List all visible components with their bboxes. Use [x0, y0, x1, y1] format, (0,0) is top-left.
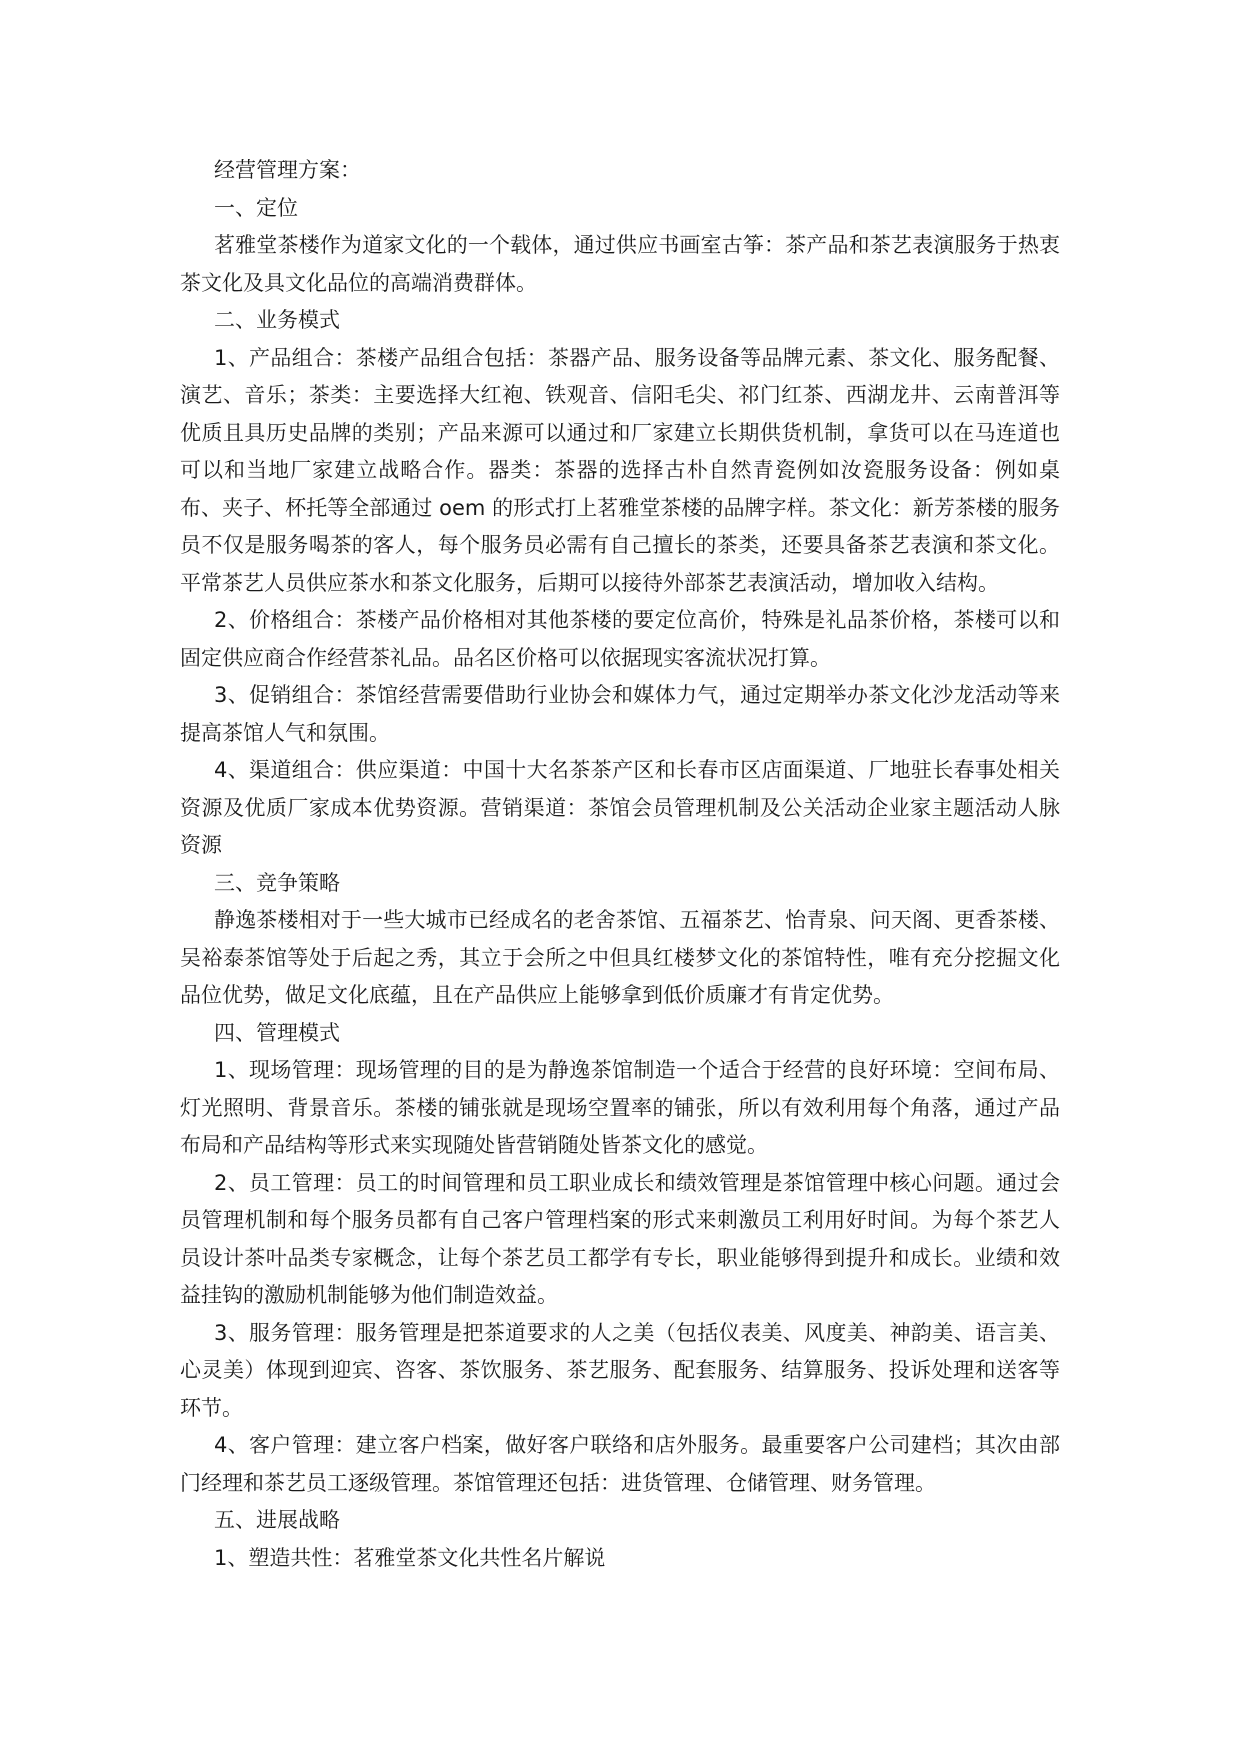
paragraph-staff-management: 2、员工管理：员工的时间管理和员工职业成长和绩效管理是茶馆管理中核心问题。通过会员管理机制和每个服务员都有自己客户管理档案的形式来刺激员工利用好时间。为每个茶艺人员设计茶叶品类专家概念，让每个茶艺员工都学有专长，职业能够得到提升和成长。业绩和效益挂钩的激励机制能够为他们制造效益。 — [180, 1170, 1060, 1307]
paragraph-shape-identity: 1、塑造共性：茗雅堂茶文化共性名片解说 — [214, 1545, 606, 1570]
doc-title: 经营管理方案： — [214, 158, 361, 182]
paragraph-site-management: 1、现场管理：现场管理的目的是为静逸茶馆制造一个适合于经营的良好环境：空间布局、灯光照明、背景音乐。茶楼的铺张就是现场空置率的铺张，所以有效利用每个角落，通过产品布局和产品结构等形式来实现随处皆营销随处皆茶文化的感觉。 — [180, 1058, 1060, 1157]
section-heading-positioning: 一、定位 — [214, 195, 298, 220]
paragraph-competition: 静逸茶楼相对于一些大城市已经成名的老舍茶馆、五福茶艺、怡青泉、问天阁、更香茶楼、吴裕泰茶馆等处于后起之秀，其立于会所之中但具红楼梦文化的茶馆特性，唯有充分挖掘文化品位优势，做足文化底蕴，且在产品供应上能够拿到低价质廉才有肯定优势。 — [180, 908, 1060, 1007]
paragraph-product-mix: 1、产品组合：茶楼产品组合包括：茶器产品、服务设备等品牌元素、茶文化、服务配餐、演艺、音乐；茶类：主要选择大红袍、铁观音、信阳毛尖、祁门红茶、西湖龙井、云南普洱等优质且具历史品牌的类别；产品来源可以通过和厂家建立长期供货机制，拿货可以在马连道也可以和当地厂家建立战略合作。器类：茶器的选择古朴自然青瓷例如汝瓷服务设备：例如桌布、夹子、杯托等全部通过 oem 的形式打上茗雅堂茶楼的品牌字样。茶文化：新芳茶楼的服务员不仅是服务喝茶的客人，每个服务员必需有自己擅长的茶类，还要具备茶艺表演和茶文化。平常茶艺人员供应茶水和茶文化服务，后期可以接待外部茶艺表演活动，增加收入结构。 — [180, 345, 1060, 595]
section-heading-business-model: 二、业务模式 — [214, 308, 340, 332]
paragraph-channel-mix: 4、渠道组合：供应渠道：中国十大名茶茶产区和长春市区店面渠道、厂地驻长春事处相关资源及优质厂家成本优势资源。营销渠道：茶馆会员管理机制及公关活动企业家主题活动人脉资源 — [180, 758, 1060, 857]
paragraph-customer-management: 4、客户管理：建立客户档案，做好客户联络和店外服务。最重要客户公司建档；其次由部门经理和茶艺员工逐级管理。茶馆管理还包括：进货管理、仓储管理、财务管理。 — [180, 1433, 1060, 1495]
section-heading-competition: 三、竞争策略 — [214, 870, 340, 895]
document-page — [180, 152, 1060, 1577]
paragraph-positioning: 茗雅堂茶楼作为道家文化的一个载体，通过供应书画室古筝：茶产品和茶艺表演服务于热衷茶文化及具文化品位的高端消费群体。 — [180, 233, 1060, 295]
paragraph-price-mix: 2、价格组合：茶楼产品价格相对其他茶楼的要定位高价，特殊是礼品茶价格，茶楼可以和固定供应商合作经营茶礼品。品名区价格可以依据现实客流状况打算。 — [180, 608, 1060, 670]
paragraph-promotion-mix: 3、促销组合：茶馆经营需要借助行业协会和媒体力气，通过定期举办茶文化沙龙活动等来提高茶馆人气和氛围。 — [180, 683, 1060, 745]
section-heading-strategy: 五、进展战略 — [214, 1508, 340, 1532]
section-heading-management: 四、管理模式 — [214, 1020, 340, 1045]
paragraph-service-management: 3、服务管理：服务管理是把茶道要求的人之美（包括仪表美、风度美、神韵美、语言美、心灵美）体现到迎宾、咨客、茶饮服务、茶艺服务、配套服务、结算服务、投诉处理和送客等环节。 — [180, 1320, 1060, 1420]
